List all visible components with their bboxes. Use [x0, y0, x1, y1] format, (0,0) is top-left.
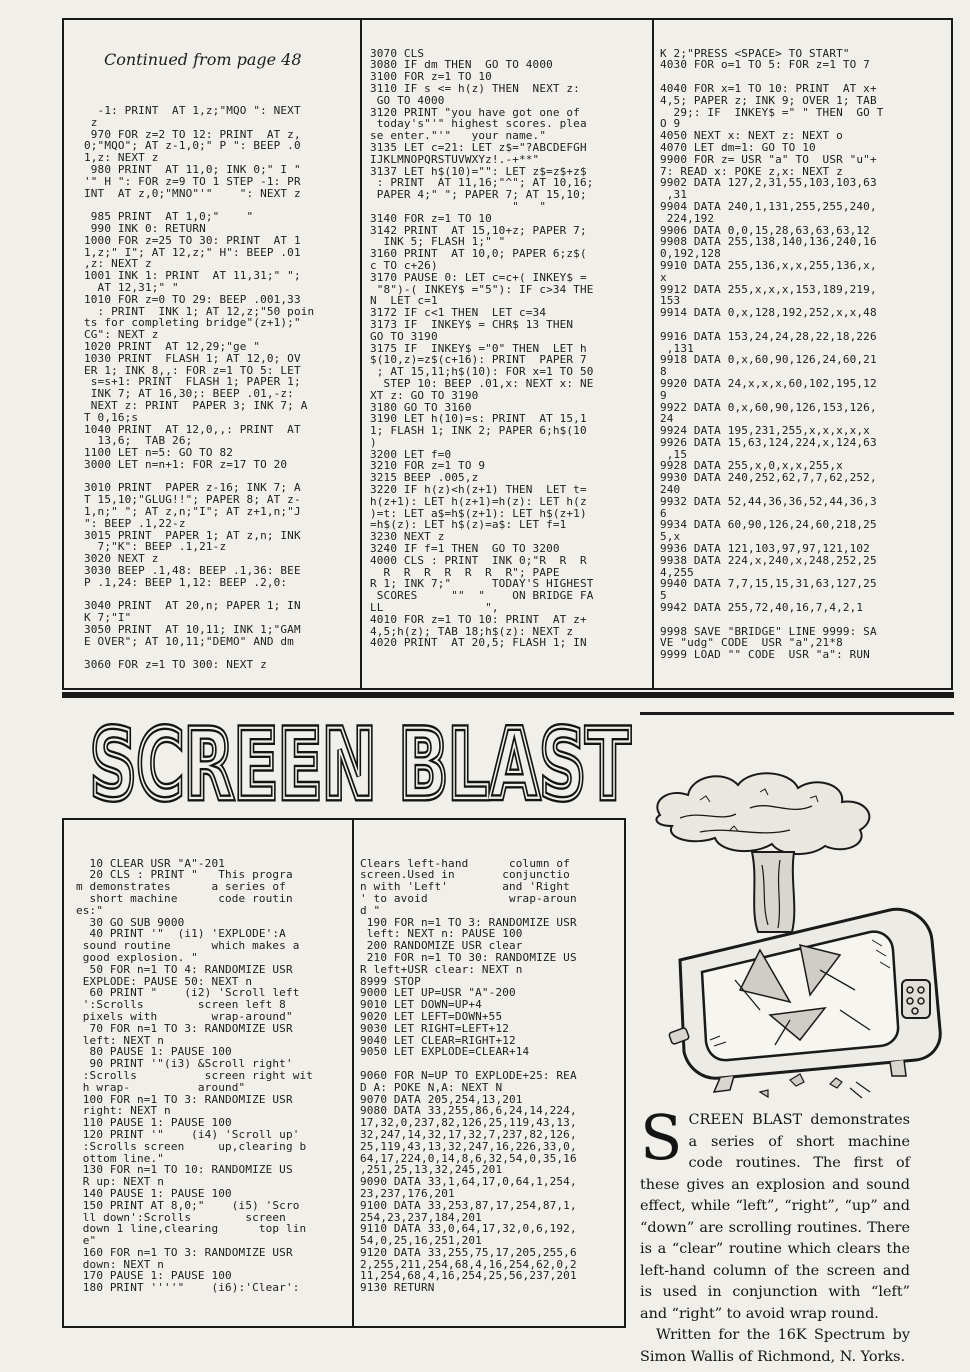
code-line: P .1,24: BEEP 1,12: BEEP .2,0:	[84, 575, 288, 589]
code-line: 3230 NEXT z	[370, 530, 445, 544]
top-listing-box	[62, 18, 953, 690]
code-line: 9070 DATA 205,254,13,201	[360, 1092, 523, 1106]
code-line: 3110 IF s <= h(z) THEN NEXT z:	[370, 81, 580, 95]
code-line: ,15	[660, 447, 688, 461]
code-line: 9050 LET EXPLODE=CLEAR+14	[360, 1045, 530, 1059]
code-line: down: NEXT n	[76, 1257, 165, 1271]
code-line: T 0,16;s	[84, 410, 139, 424]
code-line: 9130 RETURN	[360, 1281, 435, 1295]
code-line: 1,z: NEXT z	[84, 151, 159, 165]
code-line: 4050 NEXT x: NEXT z: NEXT o	[660, 129, 843, 143]
code-line: E OVER"; AT 10,11;"DEMO" AND dm	[84, 634, 294, 648]
code-line: 9000 LET UP=USR "A"-200	[360, 986, 516, 1000]
code-line: 3215 BEEP .005,z	[370, 471, 479, 485]
code-line: 3070 CLS	[370, 46, 425, 60]
code-line: STEP 10: BEEP .01,x: NEXT x: NE	[370, 376, 594, 390]
code-lines	[370, 48, 648, 650]
code-line: 4040 FOR x=1 TO 10: PRINT AT x+	[660, 81, 877, 95]
code-line: 9920 DATA 24,x,x,x,60,102,195,12	[660, 376, 877, 390]
code-line: AT 12,31;" "	[84, 280, 179, 294]
code-line: 54,0,25,16,251,201	[360, 1234, 482, 1248]
code-line: 1030 PRINT FLASH 1; AT 12,0; OV	[84, 351, 301, 365]
exploding-tv-icon	[640, 740, 960, 1110]
code-line: =h$(z): LET h$(z)=a$: LET f=1	[370, 518, 567, 532]
code-line: 153	[660, 294, 681, 308]
code-lines	[360, 858, 626, 1294]
column-rule	[652, 20, 654, 688]
code-line: 9938 DATA 224,x,240,x,248,252,25	[660, 553, 877, 567]
article-body	[640, 1101, 910, 1325]
code-line: :Scrolls screen up,clearing b	[76, 1139, 307, 1153]
code-line: 4,5; PAPER z; INK 9; OVER 1; TAB	[660, 93, 877, 107]
code-line: 3170 PAUSE 0: LET c=c+( INKEY$ =	[370, 270, 587, 284]
code-lines	[76, 858, 348, 1294]
code-line: ts for completing bridge"(z+1);"	[84, 316, 301, 330]
code-line: 1040 PRINT AT 12,0,,: PRINT AT	[84, 422, 301, 436]
code-line: 9030 LET RIGHT=LEFT+12	[360, 1021, 509, 1035]
code-line: 170 PAUSE 1: PAUSE 100	[76, 1269, 232, 1283]
code-line: 4,5;h(z); TAB 18;h$(z): NEXT z	[370, 624, 574, 638]
top-listing-col-1	[84, 20, 356, 690]
code-line: 20 CLS : PRINT " This progra	[76, 868, 293, 882]
code-line: N LET c=1	[370, 294, 438, 308]
code-line: screen.Used in conjunctio	[360, 868, 570, 882]
code-line: 990 INK 0: RETURN	[84, 221, 206, 235]
code-line: 25,119,43,13,32,247,16,226,33,0,	[360, 1139, 577, 1153]
code-line: )	[370, 435, 377, 449]
code-line: 9940 DATA 7,7,15,15,31,63,127,25	[660, 577, 877, 591]
code-line: 40 PRINT '" (i1) 'EXPLODE':A	[76, 927, 286, 941]
code-line: R 1; INK 7;" TODAY'S HIGHEST	[370, 577, 594, 591]
code-lines	[84, 105, 356, 671]
headline-title: SCREEN BLAST	[90, 718, 630, 810]
code-line: 985 PRINT AT 1,0;" "	[84, 210, 254, 224]
code-line: 0;"MQO"; AT z-1,0;" P ": BEEP .0	[84, 139, 301, 153]
code-line: right: NEXT n	[76, 1104, 171, 1118]
article-credit: Written for the 16K Spectrum by Simon Wallis of Richmond, N. Yorks.	[640, 1327, 910, 1365]
code-line: EXPLODE: PAUSE 50: NEXT n	[76, 974, 253, 988]
code-line: 70 FOR n=1 TO 3: RANDOMIZE USR	[76, 1021, 293, 1035]
code-line: 4070 LET dm=1: GO TO 10	[660, 140, 816, 154]
code-line: R up: NEXT n	[76, 1175, 165, 1189]
code-line: 5,x	[660, 530, 681, 544]
code-line: 9999 LOAD "" CODE USR "a": RUN	[660, 648, 870, 662]
code-line: GO TO 3190	[370, 329, 438, 343]
code-line: Clears left-hand column of	[360, 856, 570, 870]
code-line: 3175 IF INKEY$ ="0" THEN LET h	[370, 341, 587, 355]
code-line: 9906 DATA 0,0,15,28,63,63,63,12	[660, 223, 870, 237]
code-line: 3142 PRINT AT 15,10+z; PAPER 7;	[370, 223, 587, 237]
code-line: 1,n;" "; AT z,n;"I"; AT z+1,n;"J	[84, 505, 301, 519]
code-line: 3100 FOR z=1 TO 10	[370, 70, 492, 84]
column-rule	[352, 820, 354, 1326]
code-line: LL ",	[370, 601, 499, 615]
code-line: ,131	[660, 341, 694, 355]
code-line: 190 FOR n=1 TO 3: RANDOMIZE USR	[360, 915, 577, 929]
code-line: '" H ": FOR z=9 TO 1 STEP -1: PR	[84, 174, 301, 188]
code-line: 3240 IF f=1 THEN GO TO 3200	[370, 542, 560, 556]
code-line: 60 PRINT " (i2) 'Scroll left	[76, 986, 300, 1000]
code-line: 9916 DATA 153,24,24,28,22,18,226	[660, 329, 877, 343]
code-line: PAPER 4;" "; PAPER 7; AT 15,10;	[370, 188, 587, 202]
code-line: 4000 CLS : PRINT INK 0;"R R R	[370, 553, 587, 567]
code-line: 3015 PRINT PAPER 1; AT z,n; INK	[84, 528, 301, 542]
code-line: 3190 LET h(10)=s: PRINT AT 15,1	[370, 412, 587, 426]
code-line: 4,255	[660, 565, 694, 579]
code-line: 110 PAUSE 1: PAUSE 100	[76, 1116, 232, 1130]
code-line: 254,23,237,184,201	[360, 1210, 482, 1224]
code-line: 9010 LET DOWN=UP+4	[360, 998, 482, 1012]
code-line: "8")-( INKEY$ ="5"): IF c>34 THE	[370, 282, 594, 296]
code-line: 3137 LET h$(10)="": LET z$=z$+z$	[370, 164, 587, 178]
code-line: ER 1; INK 8,,: FOR z=1 TO 5: LET	[84, 363, 301, 377]
code-line: 3060 FOR z=1 TO 300: NEXT z	[84, 658, 267, 672]
code-line: down 1 line,clearing top lin	[76, 1222, 307, 1236]
code-line: 4010 FOR z=1 TO 10: PRINT AT z+	[370, 612, 587, 626]
code-line: 3140 FOR z=1 TO 10	[370, 211, 492, 225]
code-line: 9904 DATA 240,1,131,255,255,240,	[660, 199, 877, 213]
code-line: 3172 IF c<1 THEN LET c=34	[370, 306, 547, 320]
code-line: 100 FOR n=1 TO 3: RANDOMIZE USR	[76, 1092, 293, 1106]
code-line: ll down':Scrolls screen	[76, 1210, 286, 1224]
code-line: 3173 IF INKEY$ = CHR$ 13 THEN	[370, 317, 574, 331]
bottom-listing-box	[62, 818, 626, 1328]
code-line: 9908 DATA 255,138,140,136,240,16	[660, 235, 877, 249]
code-line: 9922 DATA 0,x,60,90,126,153,126,	[660, 400, 877, 414]
top-listing-col-2	[370, 24, 648, 673]
code-line: :Scrolls screen right wit	[76, 1068, 314, 1082]
code-line: GO TO 4000	[370, 93, 445, 107]
code-line	[660, 614, 950, 626]
code-line: m demonstrates a series of	[76, 880, 286, 894]
code-line: 240	[660, 483, 681, 497]
code-line: 9080 DATA 33,255,86,6,24,14,224,	[360, 1104, 577, 1118]
code-line: 9914 DATA 0,x,128,192,252,x,x,48	[660, 306, 877, 320]
code-line: e"	[76, 1234, 97, 1248]
code-line: 3050 PRINT AT 10,11; INK 1;"GAM	[84, 623, 301, 637]
code-line: 3160 PRINT AT 10,0; PAPER 6;z$(	[370, 247, 587, 261]
section-divider	[640, 712, 954, 715]
code-line: 3080 IF dm THEN GO TO 4000	[370, 58, 553, 72]
code-line: 10 CLEAR USR "A"-201	[76, 856, 225, 870]
code-line: 24	[660, 412, 674, 426]
code-line: ": BEEP .1,22-z	[84, 516, 186, 530]
code-line: " "	[370, 199, 547, 213]
code-line: 3200 LET f=0	[370, 447, 452, 461]
code-line: 80 PAUSE 1: PAUSE 100	[76, 1045, 232, 1059]
article-body-text: CREEN BLAST demonstrates a series of short machine code routines. The first of these gives an explosion and sound effect, while “left”, “right”, “up” and “down” are scrolling routines. There is a “clear” routine which clears the left-hand column of the screen and is used in conjunction with “left” and “right” to avoid wrap round.	[640, 1112, 910, 1322]
code-line: 2,255,211,254,68,4,16,254,62,0,2	[360, 1257, 577, 1271]
code-line: 9900 FOR z= USR "a" TO USR "u"+	[660, 152, 877, 166]
code-line: ':Scrolls screen left 8	[76, 998, 286, 1012]
code-line: INK 7; AT 16,30;: BEEP .01,-z:	[84, 387, 294, 401]
code-line: 4020 PRINT AT 20,5; FLASH 1; IN	[370, 636, 587, 650]
code-line: )=t: LET a$=h$(z+1): LET h$(z+1)	[370, 506, 587, 520]
code-line: 1100 LET n=5: GO TO 82	[84, 446, 233, 460]
top-listing-col-3	[660, 24, 950, 685]
code-line: D A: POKE N,A: NEXT N	[360, 1080, 503, 1094]
code-line: 3000 LET n=n+1: FOR z=17 TO 20	[84, 457, 288, 471]
code-line: 3020 NEXT z	[84, 552, 159, 566]
code-line: 9120 DATA 33,255,75,17,205,255,6	[360, 1245, 577, 1259]
code-line: c TO c+26)	[370, 258, 438, 272]
code-line: 9	[660, 388, 667, 402]
code-line: IJKLMNOPQRSTUVWXYz!.-+**"	[370, 152, 540, 166]
code-line: INT AT z,0;"MNO"'" ": NEXT z	[84, 186, 301, 200]
code-line: 7;"K": BEEP .1,21-z	[84, 540, 227, 554]
code-line: 224,192	[660, 211, 715, 225]
code-line: 9942 DATA 255,72,40,16,7,4,2,1	[660, 601, 864, 615]
article	[640, 1101, 910, 1368]
code-line: ,31	[660, 188, 688, 202]
code-line: 8	[660, 365, 667, 379]
code-line: 6	[660, 506, 667, 520]
code-line: -1: PRINT AT 1,z;"MQO ": NEXT	[84, 103, 301, 117]
code-line: 980 PRINT AT 11,0; INK 0;" I "	[84, 162, 301, 176]
code-line: 160 FOR n=1 TO 3: RANDOMIZE USR	[76, 1245, 293, 1259]
code-line: 9910 DATA 255,136,x,x,255,136,x,	[660, 258, 877, 272]
code-line: ,251,25,13,32,245,201	[360, 1163, 503, 1177]
code-line: 32,247,14,32,17,32,7,237,82,126,	[360, 1127, 577, 1141]
code-line: 9924 DATA 195,231,255,x,x,x,x,x	[660, 424, 870, 438]
code-line: 0,192,128	[660, 247, 721, 261]
code-line: 3010 PRINT PAPER z-16; INK 7; A	[84, 481, 301, 495]
code-line: 140 PAUSE 1: PAUSE 100	[76, 1186, 232, 1200]
code-line: 9020 LET LEFT=DOWN+55	[360, 1009, 503, 1023]
code-line: 970 FOR z=2 TO 12: PRINT AT z,	[84, 127, 301, 141]
code-line: SCORES "" " ON BRIDGE FA	[370, 589, 594, 603]
code-lines	[660, 48, 950, 661]
code-line: 9902 DATA 127,2,31,55,103,103,63	[660, 176, 877, 190]
code-line: es:"	[76, 903, 104, 917]
code-line: 9928 DATA 255,x,0,x,x,255,x	[660, 459, 843, 473]
code-line: 1020 PRINT AT 12,29;"ge "	[84, 339, 261, 353]
code-line: 3220 IF h(z)<h(z+1) THEN LET t=	[370, 483, 587, 497]
code-line: 120 PRINT '" (i4) 'Scroll up'	[76, 1127, 300, 1141]
code-line: z	[84, 115, 98, 129]
code-line: VE "udg" CODE USR "a",21*8	[660, 636, 843, 650]
code-line: 3135 LET c=21: LET z$="?ABCDEFGH	[370, 140, 587, 154]
code-line: 9934 DATA 60,90,126,24,60,218,25	[660, 518, 877, 532]
code-line: 23,237,176,201	[360, 1186, 455, 1200]
code-line: 29;: IF INKEY$ =" " THEN GO T	[660, 105, 884, 119]
code-line: 9918 DATA 0,x,60,90,126,24,60,21	[660, 353, 877, 367]
code-line: K 2;"PRESS <SPACE> TO START"	[660, 46, 850, 60]
code-line: 13,6; TAB 26;	[84, 434, 193, 448]
code-line: good explosion. "	[76, 950, 198, 964]
bottom-listing-col-2	[360, 834, 626, 1318]
code-line: 90 PRINT '"(i3) &Scroll right'	[76, 1057, 293, 1071]
code-line: 3180 GO TO 3160	[370, 400, 472, 414]
code-line: O 9	[660, 117, 681, 131]
code-line: 9926 DATA 15,63,124,224,x,124,63	[660, 435, 877, 449]
code-line: 9998 SAVE "BRIDGE" LINE 9999: SA	[660, 624, 877, 638]
code-line: n with 'Left' and 'Right	[360, 880, 570, 894]
code-line: 130 FOR n=1 TO 10: RANDOMIZE US	[76, 1163, 293, 1177]
code-line: left: NEXT n: PAUSE 100	[360, 927, 523, 941]
code-line: x	[660, 270, 667, 284]
code-line: h wrap- around"	[76, 1080, 246, 1094]
code-line: d "	[360, 903, 381, 917]
code-line: pixels with wrap-around"	[76, 1009, 293, 1023]
code-line: 3030 BEEP .1,48: BEEP .1,36: BEE	[84, 564, 301, 578]
code-line: R left+USR clear: NEXT n	[360, 962, 523, 976]
section-divider	[62, 692, 954, 698]
code-line: 11,254,68,4,16,254,25,56,237,201	[360, 1269, 577, 1283]
code-line: short machine code routin	[76, 891, 293, 905]
code-line: $(10,z)=z$(c+16): PRINT PAPER 7	[370, 353, 587, 367]
code-line: CG": NEXT z	[84, 328, 159, 342]
code-line: ottom line."	[76, 1151, 165, 1165]
code-line: 150 PRINT AT 8,0;" (i5) 'Scro	[76, 1198, 300, 1212]
code-line: 9936 DATA 121,103,97,97,121,102	[660, 542, 870, 556]
code-line: 50 FOR n=1 TO 4: RANDOMIZE USR	[76, 962, 293, 976]
code-line: XT z: GO TO 3190	[370, 388, 479, 402]
drop-cap: S	[640, 1101, 683, 1174]
continued-note: Continued from page 48	[104, 49, 302, 69]
code-line: 9040 LET CLEAR=RIGHT+12	[360, 1033, 516, 1047]
code-line: 1,z;" I"; AT 12,z;" H": BEEP .01	[84, 245, 301, 259]
code-line	[660, 319, 950, 331]
code-line: 1001 INK 1: PRINT AT 11,31;" ";	[84, 269, 301, 283]
code-line: 9932 DATA 52,44,36,36,52,44,36,3	[660, 494, 877, 508]
code-line: ' to avoid wrap-aroun	[360, 891, 577, 905]
code-line: 9060 FOR N=UP TO EXPLODE+25: REA	[360, 1068, 577, 1082]
code-line: 1; FLASH 1; INK 2; PAPER 6;h$(10	[370, 424, 587, 438]
code-line: 9912 DATA 255,x,x,x,153,189,219,	[660, 282, 877, 296]
column-rule	[360, 20, 362, 688]
code-line: K 7;"I"	[84, 611, 132, 625]
code-line: 210 FOR n=1 TO 30: RANDOMIZE US	[360, 950, 577, 964]
code-line: 3120 PRINT "you have got one of	[370, 105, 580, 119]
headline-title-inline: SCREEN BLAST	[90, 718, 630, 810]
code-line: 9100 DATA 33,253,87,17,254,87,1,	[360, 1198, 577, 1212]
code-line: 1000 FOR z=25 TO 30: PRINT AT 1	[84, 233, 301, 247]
code-line: 3040 PRINT AT 20,n; PAPER 1; IN	[84, 599, 301, 613]
code-line: s=s+1: PRINT FLASH 1; PAPER 1;	[84, 375, 301, 389]
code-line: left: NEXT n	[76, 1033, 165, 1047]
code-line: 180 PRINT ''''" (i6):'Clear':	[76, 1281, 300, 1295]
code-line: 9110 DATA 33,0,64,17,32,0,6,192,	[360, 1222, 577, 1236]
code-line: today's"'" highest scores. plea	[370, 117, 587, 131]
code-line: h(z+1): LET h(z+1)=h(z): LET h(z	[370, 494, 587, 508]
code-line: 200 RANDOMIZE USR clear	[360, 939, 523, 953]
code-line: 7: READ x: POKE z,x: NEXT z	[660, 164, 843, 178]
code-line: 9090 DATA 33,1,64,17,0,64,1,254,	[360, 1175, 577, 1189]
code-line: 4030 FOR o=1 TO 5: FOR z=1 TO 7	[660, 58, 870, 72]
code-line: 3210 FOR z=1 TO 9	[370, 459, 486, 473]
code-line: 8999 STOP	[360, 974, 421, 988]
code-line: : PRINT INK 1; AT 12,z;"50 poin	[84, 304, 315, 318]
code-line: 1010 FOR z=0 TO 29: BEEP .001,33	[84, 292, 301, 306]
code-line: 30 GO SUB 9000	[76, 915, 185, 929]
code-line: NEXT z: PRINT PAPER 3; INK 7; A	[84, 398, 308, 412]
code-line: R R R R R R R"; PAPE	[370, 565, 560, 579]
code-line: ,z: NEXT z	[84, 257, 152, 271]
headline-logo	[80, 718, 640, 810]
bottom-listing-col-1	[76, 834, 348, 1318]
code-line: ; AT 15,11;h$(10): FOR x=1 TO 50	[370, 365, 594, 379]
code-line: : PRINT AT 11,16;"^"; AT 10,16;	[370, 176, 594, 190]
code-line: 5	[660, 589, 667, 603]
code-line: 17,32,0,237,82,126,25,119,43,13,	[360, 1116, 577, 1130]
code-line: se enter."'" your name."	[370, 129, 547, 143]
code-line: sound routine which makes a	[76, 939, 300, 953]
code-line: 9930 DATA 240,252,62,7,7,62,252,	[660, 471, 877, 485]
code-line: T 15,10;"GLUG!!"; PAPER 8; AT z-	[84, 493, 301, 507]
code-line: 64,17,224,0,14,8,6,32,54,0,35,16	[360, 1151, 577, 1165]
code-line: INK 5; FLASH 1;" "	[370, 235, 506, 249]
